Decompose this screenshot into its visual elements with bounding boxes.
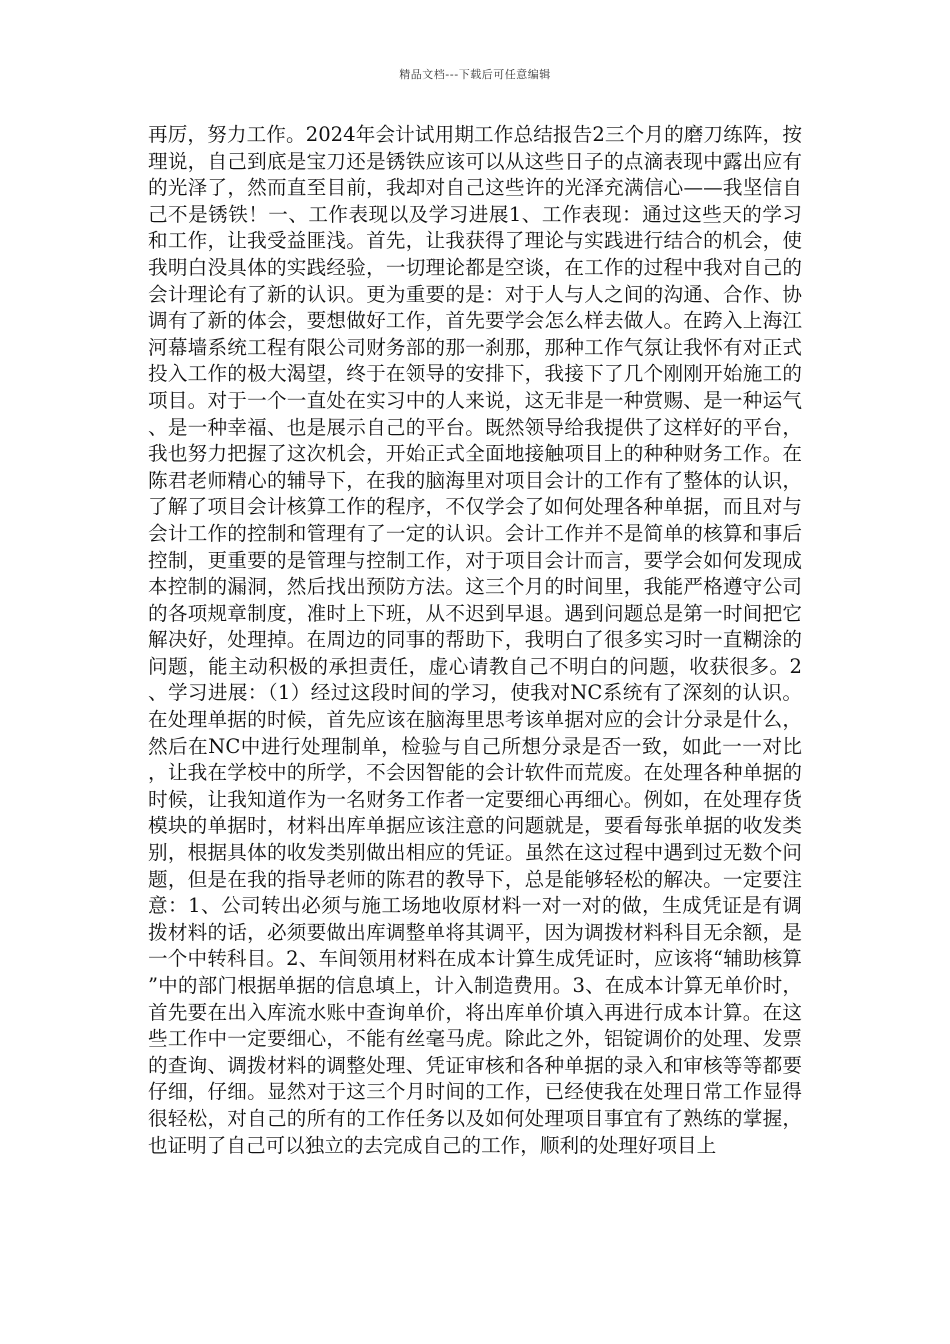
page-header: 精品文档---下载后可任意编辑 [399,68,551,81]
document-body-text: 再厉，努力工作。2024年会计试用期工作总结报告2三个月的磨刀练阵，按理说，自己到底是宝刀还是锈铁应该可以从这些日子的点滴表现中露出应有的光泽了，然而直至目前，我却对自己这些许的光泽充满信心——我坚信自己不是锈铁！一、工作表现以及学习进展1、工作表现：通过这些天的学习和工作，让我受益匪浅。首先，让我获得了理论与实践进行结合的机会，使我明白没具体的实践经验，一切理论都是空谈，在工作的过程中我对自己的会计理论有了新的认识。更为重要的是：对于人与人之间的沟通、合作、协调有了新的体会，要想做好工作，首先要学会怎么样去做人。在跨入上海江河幕墙系统工程有限公司财务部的那一刹那，那种工作气氛让我怀有对正式投入工作的极大渴望，终于在领导的安排下，我接下了几个刚刚开始施工的项目。对于一个一直处在实习中的人来说，这无非是一种赏赐、是一种运气、是一种幸福、也是展示自己的平台。既然领导给我提供了这样好的平台，我也努力把握了这次机会，开始正式全面地接触项目上的种种财务工作。在陈君老师精心的辅导下，在我的脑海里对项目会计的工作有了整体的认识，了解了项目会计核算工作的程序，不仅学会了如何处理各种单据，而且对与会计工作的控制和管理有了一定的认识。会计工作并不是简单的核算和事后控制，更重要的是管理与控制工作，对于项目会计而言，要学会如何发现成本控制的漏洞，然后找出预防方法。这三个月的时间里，我能严格遵守公司的各项规章制度，准时上下班，从不迟到早退。遇到问题总是第一时间把它解决好，处理掉。在周边的同事的帮助下，我明白了很多实习时一直糊涂的问题，能主动积极的承担责任，虚心请教自己不明白的问题，收获很多。2、学习进展：（1）经过这段时间的学习，使我对NC系统有了深刻的认识。在处理单据的时候，首先应该在脑海里思考该单据对应的会计分录是什么，然后在NC中进行处理制单，检验与自己所想分录是否一致，如此一一对比，让我在学校中的所学，不会因智能的会计软件而荒废。在处理各种单据的时候，让我知道作为一名财务工作者一定要细心再细心。例如，在处理存货模块的单据时，材料出库单据应该注意的问题就是，要看每张单据的收发类别，根据具体的收发类别做出相应的凭证。虽然在这过程中遇到过无数个问题，但是在我的指导老师的陈君的教导下，总是能够轻松的解决。一定要注意：1、公司转出必须与施工场地收原材料一对一对的做，生成凭证是有调拨材料的话，必须要做出库调整单将其调平，因为调拨材料科目无余额，是一个中转科目。2、车间领用材料在成本计算生成凭证时，应该将“辅助核算”中的部门根据单据的信息填上，计入制造费用。3、在成本计算无单价时，首先要在出入库流水账中查询单价，将出库单价填入再进行成本计算。在这些工作中一定要细心，不能有丝毫马虎。除此之外，铝锭调价的处理、发票的查询、调拨材料的调整处理、凭证审核和各种单据的录入和审核等等都要仔细，仔细。显然对于这三个月时间的工作，已经使我在处理日常工作显得很轻松，对自己的所有的工作任务以及如何处理项目事宜有了熟练的掌握，也证明了自己可以独立的去完成自己的工作，顺利的处理好项目上 [148,123,802,1157]
